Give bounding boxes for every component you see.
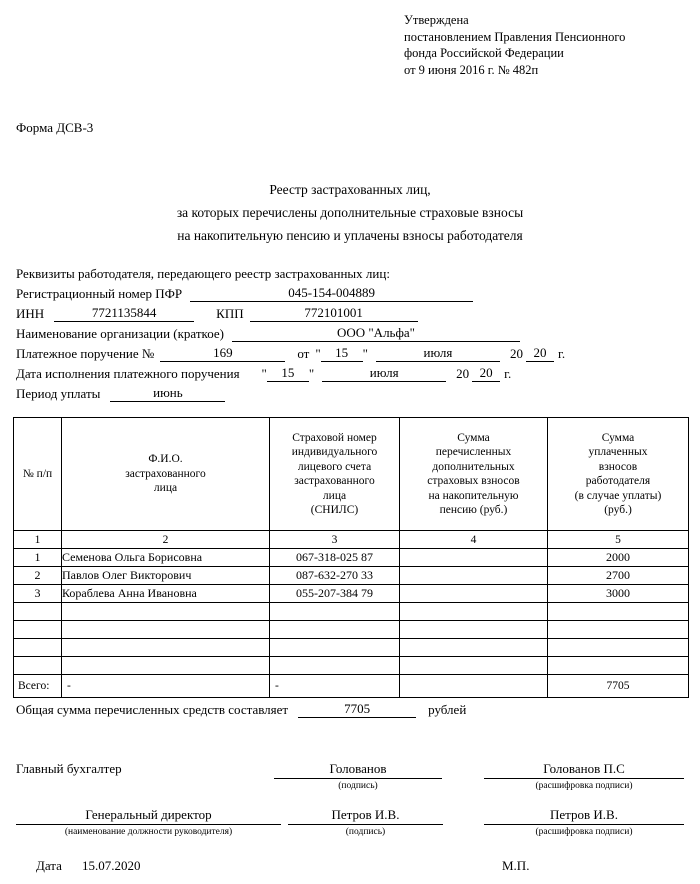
- approval-header: [404, 12, 694, 78]
- cell-additional-sum: [400, 567, 548, 585]
- cell-number: [14, 657, 62, 675]
- document-title: [0, 178, 700, 247]
- cell-number: [14, 639, 62, 657]
- total-additional-sum: [400, 675, 548, 698]
- column-number-3: 3: [270, 531, 400, 549]
- approval-line-3: фонда Российской Федерации: [404, 46, 564, 60]
- cell-snils: [270, 639, 400, 657]
- cell-fio: [62, 657, 270, 675]
- inn-label: ИНН: [16, 306, 45, 321]
- cell-snils: 087-632-270 33: [270, 567, 400, 585]
- title-line-3: на накопительную пенсию и уплачены взносы работодателя: [177, 228, 523, 243]
- kpp-label: КПП: [216, 306, 244, 321]
- column-number-4: 4: [400, 531, 548, 549]
- reg-number-field[interactable]: 045-154-004889: [190, 284, 473, 302]
- director-role[interactable]: [16, 806, 281, 838]
- approval-line-1: Утверждена: [404, 13, 469, 27]
- year-prefix-2: 20: [456, 366, 470, 381]
- cell-number: 2: [14, 567, 62, 585]
- cell-additional-sum: [400, 639, 548, 657]
- payment-order-year-field[interactable]: 20: [526, 344, 554, 362]
- table-row[interactable]: [14, 567, 689, 585]
- organization-row: [16, 322, 684, 342]
- director-signature-value: Петров И.В.: [288, 806, 443, 825]
- director-name-caption: (расшифровка подписи): [535, 827, 633, 837]
- inn-kpp-row: [16, 302, 684, 322]
- cell-employer-sum: 2700: [548, 567, 689, 585]
- column-header-employer-sum: Сумма уплаченных взносов работодателя (в случае уплаты) (руб.): [548, 418, 689, 531]
- column-number-5: 5: [548, 531, 689, 549]
- table-header: [14, 418, 689, 531]
- table-row[interactable]: [14, 621, 689, 639]
- employer-requisites: [16, 262, 684, 402]
- cell-snils: 067-318-025 87: [270, 549, 400, 567]
- insured-persons-table: [13, 417, 689, 698]
- cell-fio: Кораблева Анна Ивановна: [62, 585, 270, 603]
- cell-fio: Павлов Олег Викторович: [62, 567, 270, 585]
- approval-line-2: постановлением Правления Пенсионного: [404, 29, 626, 44]
- cell-snils: [270, 603, 400, 621]
- cell-employer-sum: [548, 639, 689, 657]
- kpp-field[interactable]: 772101001: [250, 304, 418, 322]
- cell-fio: [62, 621, 270, 639]
- accountant-role: [16, 760, 216, 778]
- director-name-value: Петров И.В.: [484, 806, 684, 825]
- cell-snils: 055-207-384 79: [270, 585, 400, 603]
- execution-year-field[interactable]: 20: [472, 364, 500, 382]
- total-fio: -: [62, 675, 270, 698]
- quote-open-1: ": [315, 346, 321, 361]
- form-code: Форма ДСВ-3: [16, 120, 94, 135]
- table-header-row: [14, 418, 689, 531]
- cell-fio: [62, 639, 270, 657]
- approval-line-4: от 9 июня 2016 г. № 482п: [404, 62, 539, 77]
- cell-additional-sum: [400, 603, 548, 621]
- cell-fio: Семенова Ольга Борисовна: [62, 549, 270, 567]
- table-row[interactable]: [14, 657, 689, 675]
- cell-employer-sum: [548, 657, 689, 675]
- payment-order-row: [16, 342, 684, 362]
- table-row[interactable]: [14, 585, 689, 603]
- table-body: [14, 549, 689, 675]
- director-signature-row: [16, 806, 684, 850]
- period-label: Период уплаты: [16, 386, 101, 401]
- accountant-name-caption: (расшифровка подписи): [535, 781, 633, 791]
- quote-open-2: ": [261, 366, 267, 381]
- cell-fio: [62, 603, 270, 621]
- total-label: Всего:: [14, 675, 62, 698]
- accountant-signature-caption: (подпись): [338, 781, 378, 791]
- accountant-name-value: Голованов П.С: [484, 760, 684, 779]
- accountant-role-label: Главный бухгалтер: [16, 761, 122, 776]
- director-signature-caption: (подпись): [345, 827, 386, 837]
- director-role-value: Генеральный директор: [16, 806, 281, 825]
- cell-snils: [270, 657, 400, 675]
- payment-order-day-field[interactable]: 15: [321, 344, 363, 362]
- cell-number: [14, 603, 62, 621]
- column-header-number: № п/п: [14, 418, 62, 531]
- cell-employer-sum: 3000: [548, 585, 689, 603]
- execution-month-field[interactable]: июля: [322, 364, 446, 382]
- director-role-caption: (наименование должности руководителя): [64, 827, 233, 837]
- total-employer-sum: 7705: [548, 675, 689, 698]
- total-row: [14, 675, 689, 698]
- requisites-label-text: Реквизиты работодателя, передающего реестр застрахованных лиц:: [16, 266, 390, 281]
- reg-number-label: Регистрационный номер ПФР: [16, 286, 183, 301]
- column-number-row: [14, 531, 689, 549]
- cell-number: 3: [14, 585, 62, 603]
- organization-field[interactable]: ООО "Альфа": [232, 324, 520, 342]
- year-suffix-2: г.: [504, 366, 512, 381]
- accountant-signature-value: Голованов: [274, 760, 442, 779]
- cell-additional-sum: [400, 621, 548, 639]
- date-value[interactable]: 15.07.2020: [82, 858, 141, 873]
- column-header-additional-sum: Сумма перечисленных дополнительных страховых взносов на накопительную пенсию (руб.): [400, 418, 548, 531]
- period-field[interactable]: июнь: [110, 384, 225, 402]
- quote-close-1: ": [362, 346, 368, 361]
- column-header-fio: Ф.И.О. застрахованного лица: [62, 418, 270, 531]
- execution-date-row: [16, 362, 684, 382]
- year-prefix-1: 20: [509, 346, 523, 361]
- summary-amount-field[interactable]: 7705: [298, 700, 416, 718]
- inn-field[interactable]: 7721135844: [54, 304, 194, 322]
- director-name[interactable]: [484, 806, 684, 838]
- accountant-signature-row: [16, 760, 684, 804]
- organization-label: Наименование организации (краткое): [16, 326, 224, 341]
- table-column-numbers: [14, 531, 689, 549]
- payment-order-month-field[interactable]: июля: [376, 344, 500, 362]
- payment-order-number-field[interactable]: 169: [160, 344, 285, 362]
- accountant-signature[interactable]: [274, 760, 442, 792]
- cell-employer-sum: [548, 603, 689, 621]
- cell-number: [14, 621, 62, 639]
- execution-date-label: Дата исполнения платежного поручения: [16, 366, 240, 381]
- cell-number: 1: [14, 549, 62, 567]
- total-snils: -: [270, 675, 400, 698]
- column-header-snils: Страховой номер индивидуального лицевого счета застрахованного лица (СНИЛС): [270, 418, 400, 531]
- table-row[interactable]: [14, 639, 689, 657]
- payment-order-label: Платежное поручение №: [16, 346, 155, 361]
- date-label: Дата: [36, 858, 62, 873]
- column-number-1: 1: [14, 531, 62, 549]
- director-signature[interactable]: [288, 806, 443, 838]
- table-total: [14, 675, 689, 698]
- execution-day-field[interactable]: 15: [267, 364, 309, 382]
- cell-additional-sum: [400, 657, 548, 675]
- period-row: [16, 382, 684, 402]
- requisites-section-label: [16, 262, 684, 282]
- column-number-2: 2: [62, 531, 270, 549]
- summary-prefix: Общая сумма перечисленных средств составляет: [16, 702, 289, 717]
- payment-order-from-label: от: [297, 346, 310, 361]
- title-line-2: за которых перечислены дополнительные страховые взносы: [176, 205, 524, 220]
- cell-snils: [270, 621, 400, 639]
- insured-persons-table-wrapper: [13, 417, 688, 698]
- cell-employer-sum: 2000: [548, 549, 689, 567]
- table-row[interactable]: [14, 549, 689, 567]
- year-suffix-1: г.: [557, 346, 566, 361]
- signature-block: [16, 760, 684, 850]
- title-line-1: Реестр застрахованных лиц,: [269, 182, 431, 197]
- cell-additional-sum: [400, 585, 548, 603]
- accountant-name[interactable]: [484, 760, 684, 792]
- summary-suffix: рублей: [428, 702, 467, 717]
- stamp-placeholder: М.П.: [502, 858, 530, 873]
- cell-employer-sum: [548, 621, 689, 639]
- table-row[interactable]: [14, 603, 689, 621]
- reg-number-row: [16, 282, 684, 302]
- quote-close-2: ": [308, 366, 315, 381]
- cell-additional-sum: [400, 549, 548, 567]
- total-summary-line: [16, 700, 466, 718]
